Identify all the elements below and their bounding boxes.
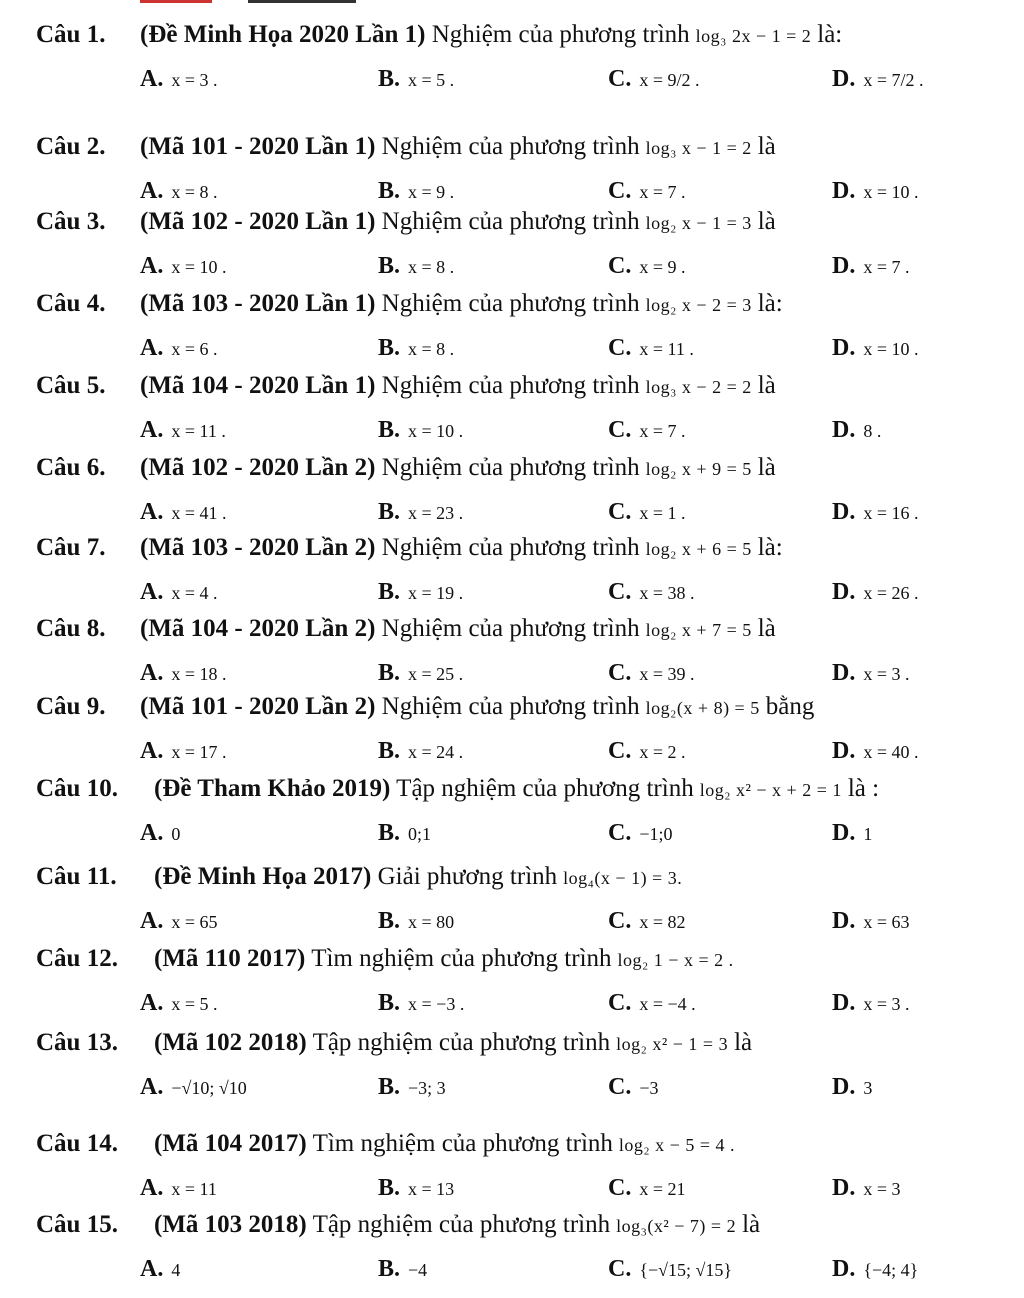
- question-number: Câu 2.: [36, 133, 106, 160]
- option-value: x = 65: [171, 912, 218, 932]
- option-letter: B.: [378, 253, 401, 279]
- option-value: x = 80: [408, 912, 455, 932]
- answer-option-a[interactable]: [140, 413, 226, 448]
- question-number: Câu 7.: [36, 534, 106, 561]
- question-block: [0, 860, 1024, 940]
- answer-options: [0, 174, 1024, 208]
- option-value: x = 6 .: [171, 339, 218, 359]
- answer-option-d[interactable]: [832, 495, 919, 530]
- option-value: x = 3 .: [171, 70, 218, 90]
- option-value: x = 25 .: [408, 664, 464, 684]
- option-letter: C.: [608, 1175, 632, 1201]
- option-letter: B.: [378, 66, 401, 92]
- answer-options: [0, 1070, 1024, 1104]
- answer-option-c[interactable]: [608, 1252, 732, 1287]
- question-source: (Mã 102 - 2020 Lần 2): [140, 454, 376, 481]
- answer-options: [0, 1171, 1024, 1205]
- option-letter: C.: [608, 908, 632, 934]
- question-text: Nghiệm của phương trình: [381, 372, 640, 399]
- option-value: x = 10 .: [408, 421, 464, 441]
- question-stem: [36, 287, 783, 322]
- question-block: [0, 1026, 1024, 1106]
- option-letter: D.: [832, 66, 856, 92]
- answer-option-c[interactable]: [608, 904, 686, 939]
- answer-options: [0, 986, 1024, 1020]
- equation: log₃(x² − 7) = 2: [616, 1216, 737, 1236]
- option-value: x = 3 .: [863, 994, 910, 1014]
- option-value: {−√15; √15}: [639, 1260, 733, 1280]
- question-number: Câu 5.: [36, 372, 106, 399]
- question-suffix: là: [734, 1029, 753, 1056]
- question-text: Nghiệm của phương trình: [431, 21, 690, 48]
- answer-option-d[interactable]: [832, 249, 910, 284]
- option-letter: D.: [832, 1256, 856, 1282]
- answer-options: [0, 331, 1024, 365]
- question-suffix: bằng: [765, 693, 815, 720]
- option-value: x = 9/2 .: [639, 70, 700, 90]
- answer-option-b[interactable]: [378, 656, 463, 691]
- answer-options: [0, 413, 1024, 447]
- answer-option-c[interactable]: [608, 249, 686, 284]
- option-value: {−4; 4}: [863, 1260, 919, 1280]
- question-number: Câu 1.: [36, 21, 106, 48]
- question-text: Tập nghiệm của phương trình: [396, 775, 694, 802]
- option-letter: C.: [608, 738, 632, 764]
- answer-option-b[interactable]: [378, 734, 463, 769]
- answer-option-d[interactable]: [832, 174, 919, 209]
- question-stem: [36, 369, 776, 404]
- answer-option-b[interactable]: [378, 331, 454, 366]
- question-block: [0, 130, 1024, 210]
- answer-option-a[interactable]: [140, 1070, 247, 1105]
- option-letter: B.: [378, 1175, 401, 1201]
- answer-option-b[interactable]: [378, 986, 464, 1021]
- question-suffix: là:: [757, 534, 783, 561]
- answer-option-a[interactable]: [140, 62, 218, 97]
- question-suffix: là: [757, 133, 776, 160]
- option-value: x = 16 .: [863, 503, 919, 523]
- question-stem: [36, 860, 688, 895]
- option-letter: D.: [832, 1175, 856, 1201]
- equation: log₂ x − 2 = 3: [645, 295, 752, 315]
- option-value: x = 10 .: [863, 339, 919, 359]
- equation: log₂ x² − x + 2 = 1: [699, 780, 842, 800]
- answer-option-d[interactable]: [832, 1070, 872, 1105]
- option-value: x = 19 .: [408, 583, 464, 603]
- option-letter: A.: [140, 417, 164, 443]
- answer-option-b[interactable]: [378, 575, 463, 610]
- option-value: −3: [639, 1078, 659, 1098]
- option-letter: A.: [140, 335, 164, 361]
- question-text: Nghiệm của phương trình: [381, 693, 640, 720]
- answer-option-d[interactable]: [832, 816, 872, 851]
- answer-option-b[interactable]: [378, 62, 454, 97]
- equation: log₂ x − 1 = 3: [645, 213, 752, 233]
- question-stem: [36, 205, 776, 240]
- answer-option-d[interactable]: [832, 734, 919, 769]
- answer-option-d[interactable]: [832, 331, 919, 366]
- option-value: x = 4 .: [171, 583, 218, 603]
- equation: log₂ x − 5 = 4 .: [618, 1135, 735, 1155]
- question-source: (Mã 101 - 2020 Lần 1): [140, 133, 376, 160]
- answer-option-b[interactable]: [378, 495, 463, 530]
- answer-option-b[interactable]: [378, 249, 454, 284]
- option-letter: C.: [608, 335, 632, 361]
- answer-option-c[interactable]: [608, 62, 700, 97]
- answer-options: [0, 575, 1024, 609]
- option-value: x = 7/2 .: [863, 70, 924, 90]
- answer-option-a[interactable]: [140, 249, 227, 284]
- answer-option-d[interactable]: [832, 575, 919, 610]
- question-suffix: là: [757, 372, 776, 399]
- question-source: (Mã 103 2018): [154, 1211, 307, 1238]
- answer-option-a[interactable]: [140, 734, 227, 769]
- option-value: x = 23 .: [408, 503, 464, 523]
- answer-option-d[interactable]: [832, 1252, 918, 1287]
- answer-option-c[interactable]: [608, 1171, 686, 1206]
- question-source: (Mã 103 - 2020 Lần 2): [140, 534, 376, 561]
- question-number: Câu 3.: [36, 208, 106, 235]
- option-letter: C.: [608, 1074, 632, 1100]
- question-stem: [36, 1026, 752, 1061]
- question-number: Câu 9.: [36, 693, 106, 720]
- answer-option-a[interactable]: [140, 575, 218, 610]
- option-letter: D.: [832, 335, 856, 361]
- question-text: Tập nghiệm của phương trình: [312, 1211, 611, 1238]
- answer-option-a[interactable]: [140, 174, 218, 209]
- option-value: x = 2 .: [639, 742, 686, 762]
- answer-option-c[interactable]: [608, 331, 694, 366]
- option-letter: D.: [832, 990, 856, 1016]
- option-letter: D.: [832, 738, 856, 764]
- equation: log₄(x − 1) = 3.: [563, 868, 683, 888]
- option-value: x = 39 .: [639, 664, 695, 684]
- question-block: [0, 1208, 1024, 1288]
- question-block: [0, 612, 1024, 692]
- question-suffix: là: [757, 615, 776, 642]
- option-value: 8 .: [863, 421, 882, 441]
- question-block: [0, 1127, 1024, 1207]
- option-value: x = 10 .: [171, 257, 227, 277]
- option-letter: A.: [140, 1175, 164, 1201]
- option-letter: B.: [378, 1074, 401, 1100]
- option-letter: C.: [608, 820, 632, 846]
- answer-option-b[interactable]: [378, 1171, 454, 1206]
- option-letter: D.: [832, 417, 856, 443]
- answer-option-b[interactable]: [378, 904, 454, 939]
- question-text: Tập nghiệm của phương trình: [312, 1029, 611, 1056]
- option-value: x = 40 .: [863, 742, 919, 762]
- option-letter: D.: [832, 660, 856, 686]
- question-source: (Mã 104 - 2020 Lần 2): [140, 615, 376, 642]
- option-value: x = 5 .: [171, 994, 218, 1014]
- option-value: x = 10 .: [863, 182, 919, 202]
- question-text: Tìm nghiệm của phương trình: [312, 1130, 613, 1157]
- option-value: x = 21: [639, 1179, 686, 1199]
- question-suffix: là: [742, 1211, 761, 1238]
- answer-option-c[interactable]: [608, 495, 686, 530]
- question-block: [0, 205, 1024, 285]
- option-letter: D.: [832, 253, 856, 279]
- answer-option-b[interactable]: [378, 1070, 446, 1105]
- question-text: Nghiệm của phương trình: [381, 534, 640, 561]
- option-letter: B.: [378, 908, 401, 934]
- option-value: x = 38 .: [639, 583, 695, 603]
- option-letter: A.: [140, 990, 164, 1016]
- answer-option-c[interactable]: [608, 413, 686, 448]
- question-block: [0, 451, 1024, 531]
- question-suffix: là: [757, 208, 776, 235]
- option-value: x = 5 .: [408, 70, 455, 90]
- option-letter: A.: [140, 1256, 164, 1282]
- option-letter: B.: [378, 1256, 401, 1282]
- answer-options: [0, 495, 1024, 529]
- answer-option-c[interactable]: [608, 1070, 659, 1105]
- answer-option-c[interactable]: [608, 734, 686, 769]
- option-letter: B.: [378, 660, 401, 686]
- question-stem: [36, 942, 740, 977]
- equation: log₂ x + 6 = 5: [645, 539, 752, 559]
- option-value: 3: [863, 1078, 873, 1098]
- option-letter: A.: [140, 1074, 164, 1100]
- option-value: x = 7 .: [639, 182, 686, 202]
- question-source: (Mã 110 2017): [154, 945, 306, 972]
- option-value: x = 41 .: [171, 503, 227, 523]
- question-stem: [36, 690, 814, 725]
- option-letter: C.: [608, 66, 632, 92]
- question-block: [0, 287, 1024, 367]
- option-letter: C.: [608, 990, 632, 1016]
- question-source: (Mã 102 - 2020 Lần 1): [140, 208, 376, 235]
- question-block: [0, 531, 1024, 611]
- option-letter: B.: [378, 990, 401, 1016]
- answer-options: [0, 249, 1024, 283]
- option-value: x = 3 .: [863, 664, 910, 684]
- answer-options: [0, 734, 1024, 768]
- answer-option-c[interactable]: [608, 986, 696, 1021]
- option-value: x = 13: [408, 1179, 455, 1199]
- option-value: 4: [171, 1260, 181, 1280]
- equation: log₂ x + 9 = 5: [645, 459, 752, 479]
- equation: log₂ x² − 1 = 3: [616, 1034, 729, 1054]
- option-value: x = 7 .: [863, 257, 910, 277]
- question-stem: [36, 772, 879, 807]
- option-letter: A.: [140, 660, 164, 686]
- question-text: Nghiệm của phương trình: [381, 454, 640, 481]
- answer-option-a[interactable]: [140, 1171, 217, 1206]
- equation: log₂ x + 7 = 5: [645, 620, 752, 640]
- question-source: (Đề Minh Họa 2017): [154, 863, 372, 890]
- answer-option-a[interactable]: [140, 816, 180, 851]
- option-value: 0;1: [408, 824, 432, 844]
- answer-option-d[interactable]: [832, 656, 910, 691]
- question-block: [0, 18, 1024, 98]
- option-value: x = 82: [639, 912, 686, 932]
- top-decorative-bar: [140, 0, 500, 3]
- option-value: x = 18 .: [171, 664, 227, 684]
- question-block: [0, 690, 1024, 770]
- option-letter: B.: [378, 335, 401, 361]
- option-value: x = 24 .: [408, 742, 464, 762]
- question-text: Nghiệm của phương trình: [381, 133, 640, 160]
- option-letter: A.: [140, 66, 164, 92]
- answer-option-c[interactable]: [608, 174, 686, 209]
- answer-option-a[interactable]: [140, 986, 218, 1021]
- option-value: x = 8 .: [408, 257, 455, 277]
- equation: log₂ 1 − x = 2 .: [617, 950, 734, 970]
- answer-options: [0, 816, 1024, 850]
- question-text: Nghiệm của phương trình: [381, 615, 640, 642]
- option-letter: C.: [608, 1256, 632, 1282]
- option-value: x = 11 .: [171, 421, 226, 441]
- answer-option-b[interactable]: [378, 413, 463, 448]
- answer-options: [0, 62, 1024, 96]
- answer-options: [0, 904, 1024, 938]
- question-suffix: là:: [817, 21, 843, 48]
- option-letter: D.: [832, 820, 856, 846]
- option-letter: D.: [832, 1074, 856, 1100]
- option-value: x = −4 .: [639, 994, 696, 1014]
- option-value: 1: [863, 824, 873, 844]
- option-letter: C.: [608, 660, 632, 686]
- option-letter: C.: [608, 178, 632, 204]
- question-suffix: là: [757, 454, 776, 481]
- option-letter: A.: [140, 738, 164, 764]
- answer-option-b[interactable]: [378, 816, 431, 851]
- question-number: Câu 8.: [36, 615, 106, 642]
- question-source: (Mã 104 - 2020 Lần 1): [140, 372, 376, 399]
- option-value: x = 3: [863, 1179, 901, 1199]
- option-letter: B.: [378, 417, 401, 443]
- option-letter: A.: [140, 178, 164, 204]
- question-number: Câu 10.: [36, 775, 118, 802]
- option-value: −4: [408, 1260, 428, 1280]
- answer-option-a[interactable]: [140, 495, 227, 530]
- equation: log₃ 2x − 1 = 2: [695, 26, 812, 46]
- option-value: x = 26 .: [863, 583, 919, 603]
- answer-option-b[interactable]: [378, 1252, 427, 1287]
- answer-option-c[interactable]: [608, 656, 695, 691]
- question-number: Câu 4.: [36, 290, 106, 317]
- question-number: Câu 14.: [36, 1130, 118, 1157]
- option-letter: A.: [140, 579, 164, 605]
- question-suffix: là :: [847, 775, 880, 802]
- option-letter: B.: [378, 499, 401, 525]
- equation: log₂(x + 8) = 5: [645, 698, 760, 718]
- question-block: [0, 772, 1024, 852]
- answer-option-c[interactable]: [608, 816, 673, 851]
- option-letter: A.: [140, 253, 164, 279]
- question-source: (Mã 104 2017): [154, 1130, 307, 1157]
- question-text: Nghiệm của phương trình: [381, 290, 640, 317]
- option-value: x = 63: [863, 912, 910, 932]
- question-text: Giải phương trình: [377, 863, 558, 890]
- question-source: (Mã 102 2018): [154, 1029, 307, 1056]
- question-number: Câu 15.: [36, 1211, 118, 1238]
- answer-option-a[interactable]: [140, 656, 227, 691]
- option-value: x = 1 .: [639, 503, 686, 523]
- answer-option-b[interactable]: [378, 174, 454, 209]
- option-letter: D.: [832, 499, 856, 525]
- question-stem: [36, 18, 842, 53]
- option-value: x = 11: [171, 1179, 217, 1199]
- option-value: x = 9 .: [639, 257, 686, 277]
- option-letter: D.: [832, 178, 856, 204]
- option-letter: B.: [378, 738, 401, 764]
- question-suffix: là:: [757, 290, 783, 317]
- question-block: [0, 942, 1024, 1022]
- option-letter: D.: [832, 908, 856, 934]
- question-stem: [36, 451, 776, 486]
- option-value: x = 17 .: [171, 742, 227, 762]
- question-number: Câu 12.: [36, 945, 118, 972]
- option-letter: D.: [832, 579, 856, 605]
- question-stem: [36, 1208, 760, 1243]
- option-letter: C.: [608, 417, 632, 443]
- option-letter: A.: [140, 499, 164, 525]
- option-letter: B.: [378, 178, 401, 204]
- question-text: Tìm nghiệm của phương trình: [311, 945, 612, 972]
- equation: log₃ x − 2 = 2: [645, 377, 752, 397]
- answer-option-d[interactable]: [832, 62, 924, 97]
- answer-options: [0, 1252, 1024, 1286]
- option-value: −√10; √10: [171, 1078, 247, 1098]
- option-value: x = 8 .: [171, 182, 218, 202]
- option-value: x = −3 .: [408, 994, 465, 1014]
- option-letter: C.: [608, 253, 632, 279]
- question-source: (Mã 101 - 2020 Lần 2): [140, 693, 376, 720]
- question-stem: [36, 612, 776, 647]
- option-value: −1;0: [639, 824, 673, 844]
- question-source: (Đề Minh Họa 2020 Lần 1): [140, 21, 426, 48]
- answer-option-a[interactable]: [140, 331, 218, 366]
- question-text: Nghiệm của phương trình: [381, 208, 640, 235]
- question-stem: [36, 130, 776, 165]
- answer-option-a[interactable]: [140, 1252, 180, 1287]
- question-number: Câu 11.: [36, 863, 117, 890]
- question-source: (Mã 103 - 2020 Lần 1): [140, 290, 376, 317]
- question-number: Câu 6.: [36, 454, 106, 481]
- option-letter: A.: [140, 820, 164, 846]
- answer-options: [0, 656, 1024, 690]
- answer-option-d[interactable]: [832, 413, 881, 448]
- answer-option-c[interactable]: [608, 575, 695, 610]
- answer-option-d[interactable]: [832, 986, 910, 1021]
- question-block: [0, 369, 1024, 449]
- question-stem: [36, 531, 783, 566]
- option-value: −3; 3: [408, 1078, 446, 1098]
- question-number: Câu 13.: [36, 1029, 118, 1056]
- option-value: x = 7 .: [639, 421, 686, 441]
- question-source: (Đề Tham Khảo 2019): [154, 775, 391, 802]
- option-letter: C.: [608, 499, 632, 525]
- question-stem: [36, 1127, 741, 1162]
- equation: log₃ x − 1 = 2: [645, 138, 752, 158]
- answer-option-d[interactable]: [832, 1171, 901, 1206]
- option-value: x = 9 .: [408, 182, 455, 202]
- option-value: x = 11 .: [639, 339, 694, 359]
- option-letter: C.: [608, 579, 632, 605]
- option-value: 0: [171, 824, 181, 844]
- option-value: x = 8 .: [408, 339, 455, 359]
- option-letter: A.: [140, 908, 164, 934]
- answer-option-a[interactable]: [140, 904, 218, 939]
- option-letter: B.: [378, 579, 401, 605]
- option-letter: B.: [378, 820, 401, 846]
- answer-option-d[interactable]: [832, 904, 910, 939]
